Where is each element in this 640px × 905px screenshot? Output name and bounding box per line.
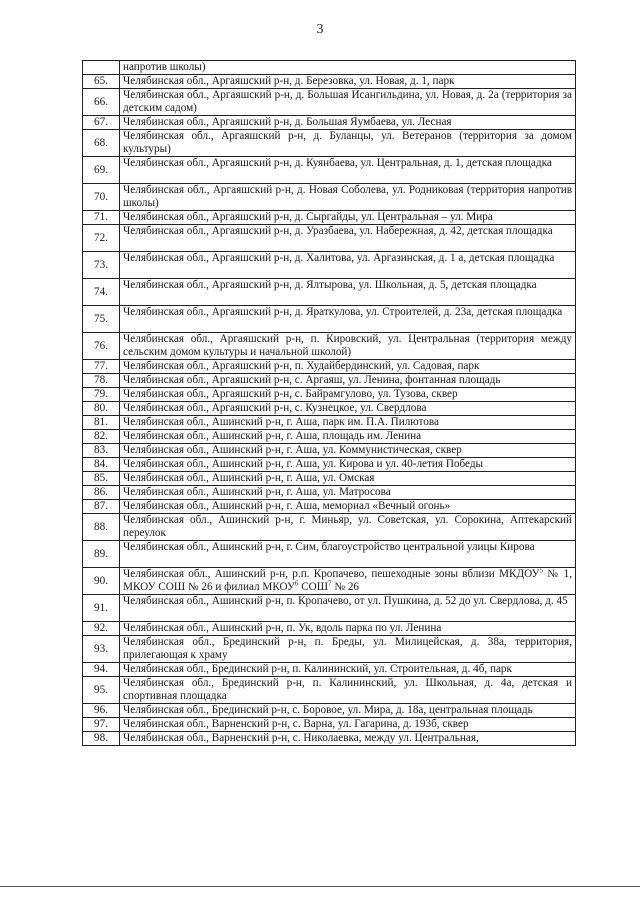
row-address: Челябинская обл., Аргаяшский р-н, с. Аргаяш, ул. Ленина, фонтанная площадь — [120, 374, 576, 388]
row-number: 82. — [83, 430, 120, 444]
row-address: Челябинская обл., Брединский р-н, с. Боровое, ул. Мира, д. 18а, центральная площадь — [120, 704, 576, 718]
locations-table-body — [83, 61, 576, 746]
row-number: 88. — [83, 514, 120, 541]
table-row — [83, 663, 576, 677]
row-address: Челябинская обл., Ашинский р-н, г. Аша, ул. Матросова — [120, 486, 576, 500]
row-number: 80. — [83, 402, 120, 416]
address-text-segment: № 1, МКОУ СОШ № 26 и филиал МКОУ — [123, 568, 572, 593]
row-address: Челябинская обл., Ашинский р-н, г. Аша, ул. Кирова и ул. 40-летия Победы — [120, 458, 576, 472]
table-row — [83, 514, 576, 541]
row-number: 84. — [83, 458, 120, 472]
row-address: Челябинская обл., Аргаяшский р-н, д. Ялтырова, ул. Школьная, д. 5, детская площадка — [120, 279, 576, 306]
table-row — [83, 116, 576, 130]
row-address: Челябинская обл., Ашинский р-н, г. Сим, благоустройство центральной улицы Кирова — [120, 541, 576, 568]
row-number: 95. — [83, 677, 120, 704]
row-number: 85. — [83, 472, 120, 486]
row-address: Челябинская обл., Ашинский р-н, п. Ук, вдоль парка по ул. Ленина — [120, 622, 576, 636]
row-address: Челябинская обл., Ашинский р-н, г. Аша, мемориал «Вечный огонь» — [120, 500, 576, 514]
row-number: 92. — [83, 622, 120, 636]
row-address: Челябинская обл., Аргаяшский р-н, д. Куянбаева, ул. Центральная, д. 1, детская площадка — [120, 157, 576, 184]
row-number: 70. — [83, 184, 120, 211]
row-number: 69. — [83, 157, 120, 184]
row-address: Челябинская обл., Варненский р-н, с. Николаевка, между ул. Центральная, — [120, 732, 576, 746]
row-address: Челябинская обл., Аргаяшский р-н, д. Березовка, ул. Новая, д. 1, парк — [120, 75, 576, 89]
row-number: 66. — [83, 89, 120, 116]
table-row — [83, 402, 576, 416]
table-row — [83, 677, 576, 704]
row-address: Челябинская обл., Варненский р-н, с. Варна, ул. Гагарина, д. 193б, сквер — [120, 718, 576, 732]
row-number: 91. — [83, 595, 120, 622]
table-row — [83, 61, 576, 75]
row-address: Челябинская обл., Ашинский р-н, г. Аша, площадь им. Ленина — [120, 430, 576, 444]
row-address: Челябинская обл., Брединский р-н, п. Калининский, ул. Строительная, д. 4б, парк — [120, 663, 576, 677]
row-address: Челябинская обл., Ашинский р-н, п. Кропачево, от ул. Пушкина, д. 52 до ул. Свердлова, д. 45 — [120, 595, 576, 622]
table-row — [83, 541, 576, 568]
table-row — [83, 360, 576, 374]
row-number: 71. — [83, 211, 120, 225]
row-address: Челябинская обл., Аргаяшский р-н, д. Сыргайды, ул. Центральная – ул. Мира — [120, 211, 576, 225]
table-row — [83, 444, 576, 458]
row-address: Челябинская обл., Аргаяшский р-н, с. Байрамгулово, ул. Тузова, сквер — [120, 388, 576, 402]
address-text-segment: Челябинская обл., Ашинский р-н, р.п. Кропачево, пешеходные зоны вблизи МКДОУ — [123, 568, 540, 580]
table-row — [83, 622, 576, 636]
table-row — [83, 704, 576, 718]
row-number: 94. — [83, 663, 120, 677]
table-row — [83, 75, 576, 89]
row-number: 97. — [83, 718, 120, 732]
row-number: 93. — [83, 636, 120, 663]
row-address: Челябинская обл., Брединский р-н, п. Калининский, ул. Школьная, д. 4а, детская и спортивная площадка — [120, 677, 576, 704]
table-row — [83, 333, 576, 360]
table-row — [83, 416, 576, 430]
table-row — [83, 472, 576, 486]
row-number — [83, 61, 120, 75]
address-text-segment: СОШ — [298, 581, 329, 593]
row-address: Челябинская обл., Аргаяшский р-н, п. Кировский, ул. Центральная (территория между сельским домом культуры и начальной школой) — [120, 333, 576, 360]
row-address: Челябинская обл., Ашинский р-н, г. Миньяр, ул. Советская, ул. Сорокина, Аптекарский переулок — [120, 514, 576, 541]
table-row — [83, 388, 576, 402]
row-address: Челябинская обл., Ашинский р-н, г. Аша, парк им. П.А. Пилютова — [120, 416, 576, 430]
footnote-marker: 6 — [294, 579, 299, 588]
row-address: Челябинская обл., Ашинский р-н, г. Аша, ул. Коммунистическая, сквер — [120, 444, 576, 458]
table-row — [83, 130, 576, 157]
row-address: Челябинская обл., Аргаяшский р-н, д. Большая Исангильдина, ул. Новая, д. 2а (территория за детским садом) — [120, 89, 576, 116]
row-number: 86. — [83, 486, 120, 500]
footnote-marker: 5 — [539, 566, 543, 575]
locations-table-container — [82, 60, 576, 746]
row-address: напротив школы) — [120, 61, 576, 75]
table-row — [83, 486, 576, 500]
row-number: 98. — [83, 732, 120, 746]
address-text-segment: № 26 — [331, 581, 360, 593]
table-row — [83, 636, 576, 663]
table-row — [83, 458, 576, 472]
table-row — [83, 500, 576, 514]
table-row — [83, 430, 576, 444]
table-row — [83, 306, 576, 333]
table-row — [83, 157, 576, 184]
row-address: Челябинская обл., Брединский р-н, п. Бреды, ул. Милицейская, д. 38а, территория, прилегающая к храму — [120, 636, 576, 663]
row-number: 79. — [83, 388, 120, 402]
row-number: 83. — [83, 444, 120, 458]
row-number: 68. — [83, 130, 120, 157]
row-address: Челябинская обл., Аргаяшский р-н, д. Уразбаева, ул. Набережная, д. 42, детская площадка — [120, 225, 576, 252]
table-row — [83, 184, 576, 211]
row-address: Челябинская обл., Аргаяшский р-н, с. Кузнецкое, ул. Свердлова — [120, 402, 576, 416]
row-address: Челябинская обл., Аргаяшский р-н, д. Новая Соболева, ул. Родниковая (территория напротив школы) — [120, 184, 576, 211]
row-address — [120, 568, 576, 595]
row-number: 72. — [83, 225, 120, 252]
row-number: 81. — [83, 416, 120, 430]
table-row — [83, 252, 576, 279]
row-address: Челябинская обл., Аргаяшский р-н, д. Яраткулова, ул. Строителей, д. 23а, детская площадка — [120, 306, 576, 333]
row-number: 74. — [83, 279, 120, 306]
table-row — [83, 595, 576, 622]
table-row — [83, 374, 576, 388]
page-number: 3 — [316, 22, 324, 37]
footnote-marker: 7 — [328, 579, 332, 588]
table-row — [83, 732, 576, 746]
row-number: 77. — [83, 360, 120, 374]
row-number: 73. — [83, 252, 120, 279]
row-number: 65. — [83, 75, 120, 89]
page-bottom-divider — [0, 886, 640, 887]
row-address: Челябинская обл., Аргаяшский р-н, п. Худайбердинский, ул. Садовая, парк — [120, 360, 576, 374]
row-address: Челябинская обл., Аргаяшский р-н, д. Большая Яумбаева, ул. Лесная — [120, 116, 576, 130]
row-number: 90. — [83, 568, 120, 595]
table-row — [83, 718, 576, 732]
row-number: 75. — [83, 306, 120, 333]
row-address: Челябинская обл., Аргаяшский р-н, д. Буланцы, ул. Ветеранов (территория за домом культуры) — [120, 130, 576, 157]
row-number: 67. — [83, 116, 120, 130]
row-number: 87. — [83, 500, 120, 514]
row-number: 89. — [83, 541, 120, 568]
row-number: 78. — [83, 374, 120, 388]
row-number: 76. — [83, 333, 120, 360]
table-row — [83, 279, 576, 306]
locations-table — [82, 60, 576, 746]
table-row — [83, 225, 576, 252]
table-row — [83, 211, 576, 225]
row-address: Челябинская обл., Аргаяшский р-н, д. Халитова, ул. Аргазинская, д. 1 а, детская площадка — [120, 252, 576, 279]
row-number: 96. — [83, 704, 120, 718]
row-address: Челябинская обл., Ашинский р-н, г. Аша, ул. Омская — [120, 472, 576, 486]
table-row — [83, 568, 576, 595]
table-row — [83, 89, 576, 116]
